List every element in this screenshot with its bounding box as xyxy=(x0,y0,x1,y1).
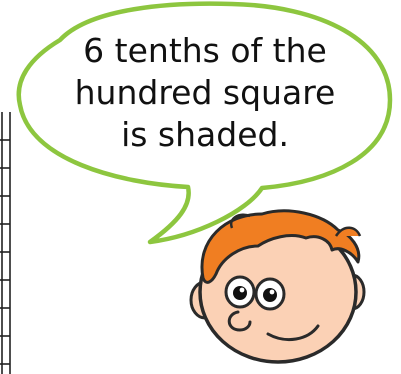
boy-face-icon xyxy=(191,211,364,362)
speech-line-1: 6 tenths of the xyxy=(83,31,327,70)
speech-line-3: is shaded. xyxy=(121,115,289,154)
speech-line-2: hundred square xyxy=(74,73,336,112)
hundred-square-edge xyxy=(0,112,10,374)
speech-bubble-text xyxy=(40,30,370,156)
